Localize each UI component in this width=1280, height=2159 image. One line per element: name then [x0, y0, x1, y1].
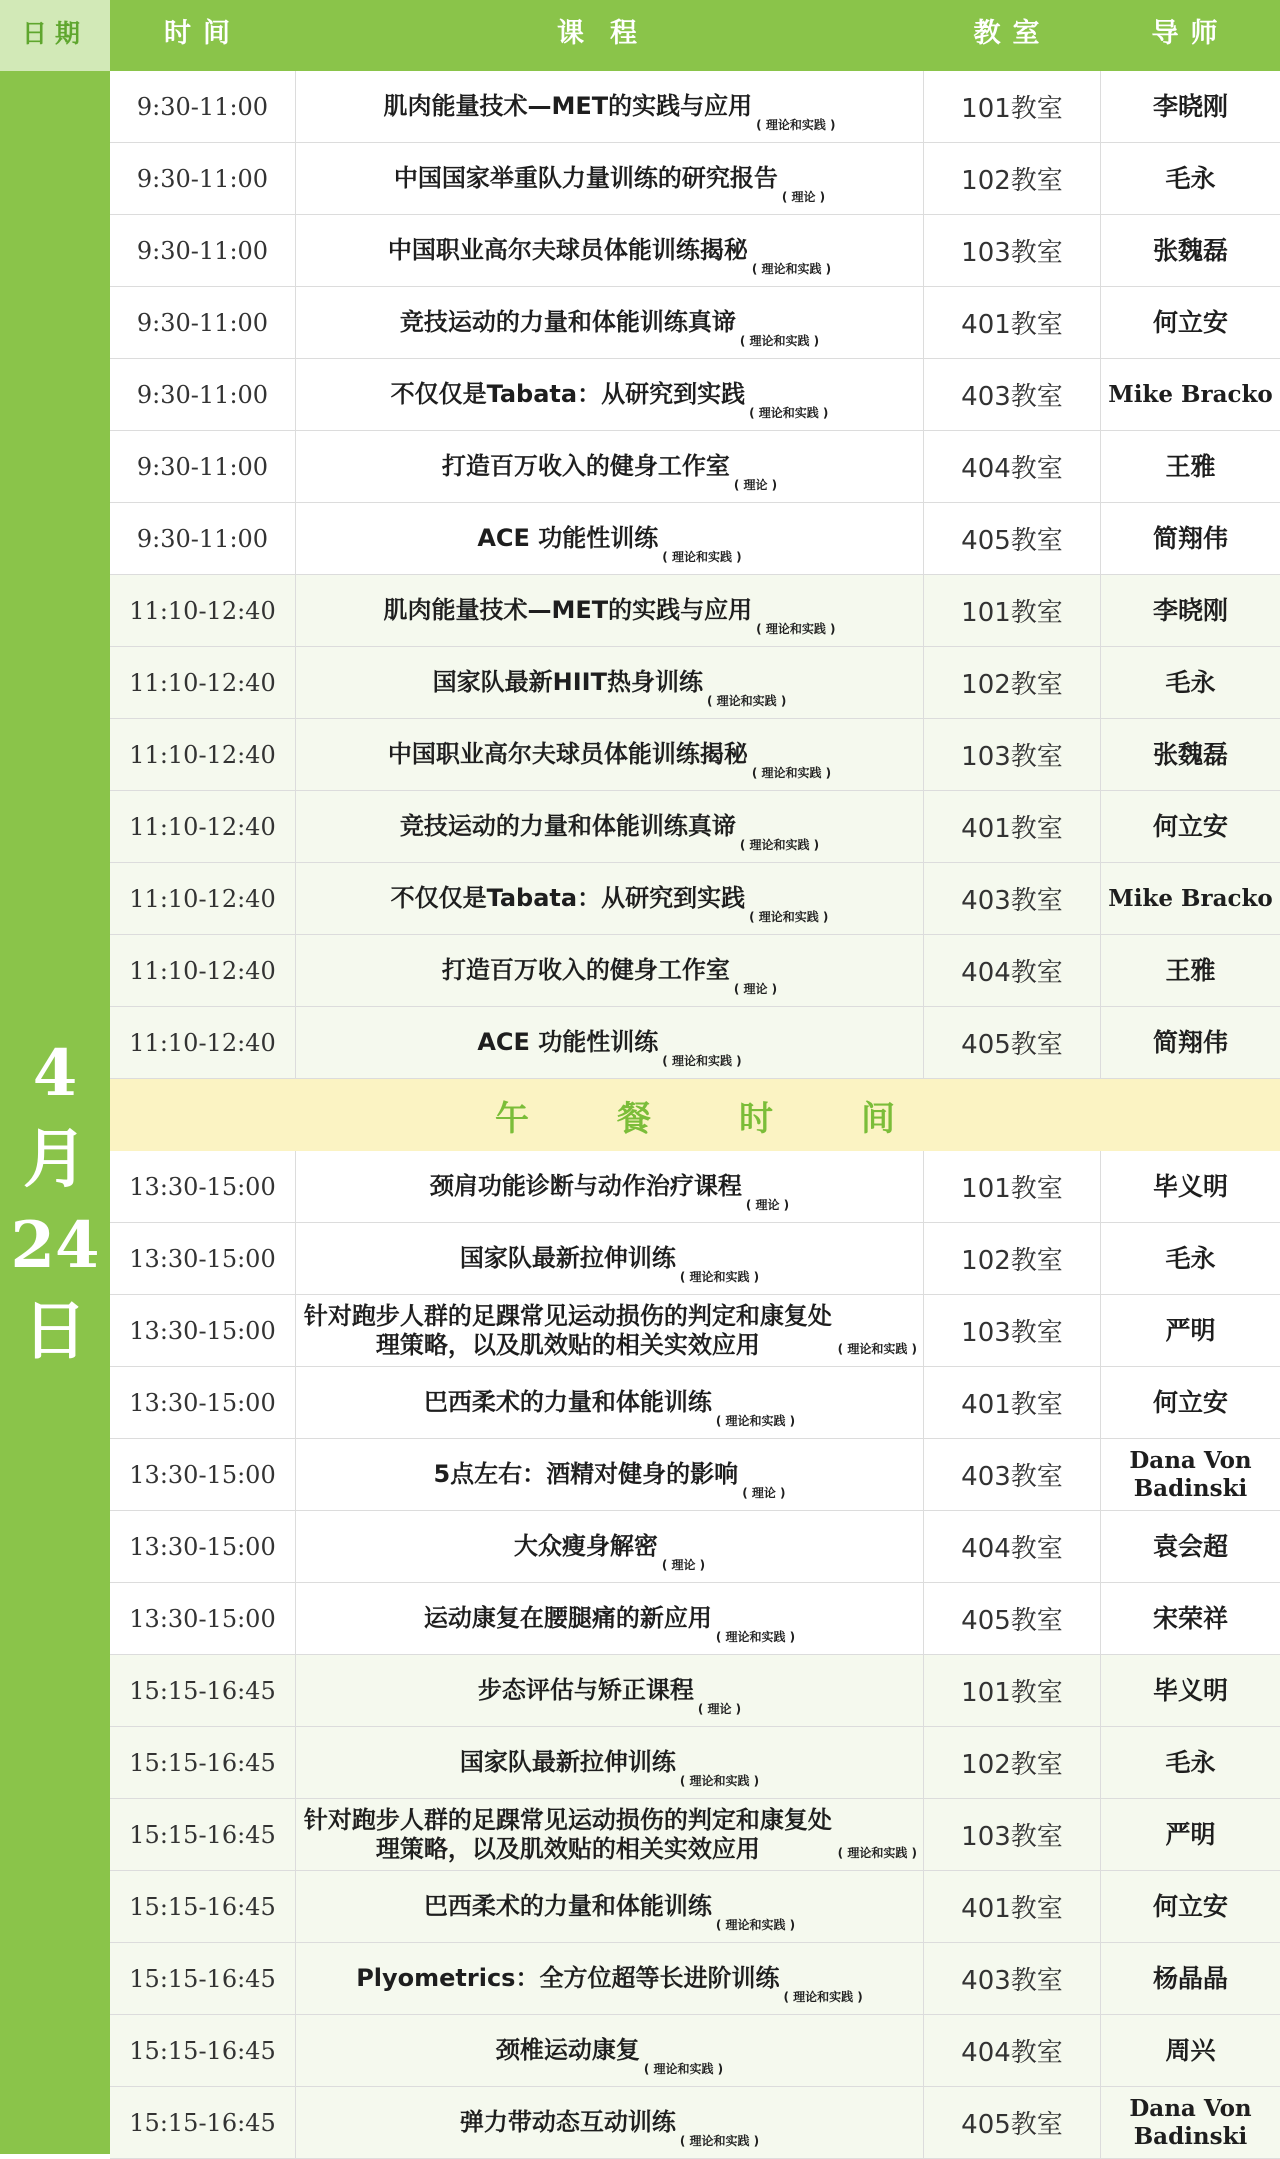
session-room: 405教室: [924, 1583, 1101, 1654]
date-day-char: 日: [23, 1294, 87, 1369]
date-column: [0, 71, 110, 2154]
session-row: [110, 1511, 1280, 1583]
session-teacher: 严明: [1165, 1315, 1216, 1345]
session-course-type: ( 理论和实践 ): [749, 406, 829, 420]
session-row: [110, 791, 1280, 863]
session-course-type: ( 理论和实践 ): [707, 694, 787, 708]
session-teacher: 李晓刚: [1152, 595, 1228, 625]
session-row: [110, 431, 1280, 503]
session-room: 401教室: [924, 287, 1101, 358]
session-row: [110, 1439, 1280, 1511]
session-course-title: 5点左右：酒精对健身的影响: [433, 1460, 739, 1488]
session-time: 15:15-16:45: [110, 1799, 296, 1870]
session-room: 404教室: [924, 1511, 1101, 1582]
session-course: [296, 647, 924, 718]
session-time: 13:30-15:00: [110, 1151, 296, 1222]
session-course: [296, 1871, 924, 1942]
session-row: [110, 143, 1280, 215]
header-row: [0, 0, 1280, 71]
header-date: 日期: [0, 0, 110, 71]
session-time: 9:30-11:00: [110, 287, 296, 358]
session-course-title: 肌肉能量技术—MET的实践与应用: [383, 596, 753, 624]
session-teacher: Dana Von Badinski: [1129, 2094, 1252, 2150]
session-course: [296, 215, 924, 286]
session-course-type: ( 理论和实践 ): [783, 1990, 863, 2004]
session-row: [110, 1295, 1280, 1367]
session-teacher: Mike Bracko: [1108, 884, 1273, 912]
session-course-title: 国家队最新拉伸训练: [459, 1748, 676, 1776]
session-course: [296, 287, 924, 358]
session-row: [110, 71, 1280, 143]
session-row: [110, 1943, 1280, 2015]
session-row: [110, 719, 1280, 791]
session-course-type: ( 理论和实践 ): [837, 1846, 917, 1860]
session-course-title: 肌肉能量技术—MET的实践与应用: [383, 92, 753, 120]
session-teacher: 毕义明: [1152, 1171, 1228, 1201]
session-time: 15:15-16:45: [110, 1871, 296, 1942]
session-room: 101教室: [924, 71, 1101, 142]
session-room: 401教室: [924, 1871, 1101, 1942]
session-time: 15:15-16:45: [110, 2087, 296, 2158]
session-time: 13:30-15:00: [110, 1439, 296, 1510]
session-room: 403教室: [924, 359, 1101, 430]
session-course-type: ( 理论和实践 ): [679, 2134, 760, 2148]
session-course-title: 中国国家举重队力量训练的研究报告: [393, 164, 778, 192]
session-teacher: 李晓刚: [1152, 91, 1228, 121]
session-time: 15:15-16:45: [110, 1727, 296, 1798]
date-day-number: 24: [10, 1208, 100, 1283]
session-teacher: 王雅: [1165, 451, 1216, 481]
session-row: [110, 935, 1280, 1007]
session-teacher: 杨晶晶: [1152, 1963, 1228, 1993]
session-course-type: ( 理论和实践 ): [749, 910, 829, 924]
session-time: 15:15-16:45: [110, 1943, 296, 2014]
session-course: [296, 1295, 924, 1366]
session-time: 9:30-11:00: [110, 503, 296, 574]
session-course-type: ( 理论和实践 ): [756, 118, 836, 132]
session-time: 11:10-12:40: [110, 791, 296, 862]
session-course-type: ( 理论和实践 ): [751, 766, 832, 780]
session-course-title: 竞技运动的力量和体能训练真谛: [399, 308, 736, 336]
session-course-type: ( 理论 ): [733, 982, 778, 996]
session-course-type: ( 理论和实践 ): [715, 1630, 796, 1644]
session-room: 103教室: [924, 215, 1101, 286]
session-room: 101教室: [924, 575, 1101, 646]
session-course-type: ( 理论和实践 ): [756, 622, 836, 636]
session-room: 404教室: [924, 431, 1101, 502]
session-time: 9:30-11:00: [110, 143, 296, 214]
session-course-type: ( 理论 ): [745, 1198, 790, 1212]
session-time: 11:10-12:40: [110, 935, 296, 1006]
session-course-title: 针对跑步人群的足踝常见运动损伤的判定和康复处理策略，以及肌效贴的相关实效应用: [303, 1805, 832, 1863]
session-course: [296, 1727, 924, 1798]
header-room: 教室: [973, 18, 1052, 49]
session-row: [110, 647, 1280, 719]
session-time: 13:30-15:00: [110, 1223, 296, 1294]
session-course-type: ( 理论和实践 ): [837, 1342, 917, 1356]
session-course-title: 运动康复在腰腿痛的新应用: [423, 1604, 712, 1632]
lunch-break-banner: 午餐时间: [110, 1079, 1280, 1151]
session-course-type: ( 理论和实践 ): [739, 838, 820, 852]
session-time: 13:30-15:00: [110, 1583, 296, 1654]
session-course: [296, 935, 924, 1006]
session-row: [110, 503, 1280, 575]
session-row: [110, 2087, 1280, 2159]
date-month-char: 月: [23, 1122, 87, 1197]
session-room: 102教室: [924, 1223, 1101, 1294]
session-course-title: 打造百万收入的健身工作室: [441, 452, 730, 480]
session-course: [296, 1367, 924, 1438]
session-room: 101教室: [924, 1151, 1101, 1222]
session-time: 9:30-11:00: [110, 71, 296, 142]
session-time: 11:10-12:40: [110, 1007, 296, 1078]
date-label: [0, 1031, 110, 1375]
session-course-title: 中国职业高尔夫球员体能训练揭秘: [387, 236, 748, 264]
session-course-title: 巴西柔术的力量和体能训练: [423, 1892, 712, 1920]
session-course-title: 竞技运动的力量和体能训练真谛: [399, 812, 736, 840]
session-row: [110, 1727, 1280, 1799]
session-row: [110, 1151, 1280, 1223]
session-room: 405教室: [924, 503, 1101, 574]
session-course-type: ( 理论和实践 ): [679, 1774, 760, 1788]
session-room: 404教室: [924, 2015, 1101, 2086]
session-teacher: 毛永: [1165, 1747, 1216, 1777]
session-course-type: ( 理论和实践 ): [662, 1054, 742, 1068]
session-course: [296, 1223, 924, 1294]
session-time: 11:10-12:40: [110, 575, 296, 646]
session-time: 11:10-12:40: [110, 863, 296, 934]
session-course-type: ( 理论 ): [661, 1558, 706, 1572]
session-course-title: 国家队最新拉伸训练: [459, 1244, 676, 1272]
session-room: 405教室: [924, 2087, 1101, 2158]
session-course-type: ( 理论 ): [733, 478, 778, 492]
session-course: [296, 791, 924, 862]
session-row: [110, 359, 1280, 431]
session-course-title: 颈椎运动康复: [495, 2036, 640, 2064]
session-teacher: 严明: [1165, 1819, 1216, 1849]
session-row: [110, 1367, 1280, 1439]
session-room: 401教室: [924, 791, 1101, 862]
session-course: [296, 1943, 924, 2014]
session-teacher: 毕义明: [1152, 1675, 1228, 1705]
session-row: [110, 1223, 1280, 1295]
session-course-type: ( 理论 ): [697, 1702, 742, 1716]
session-course-title: 巴西柔术的力量和体能训练: [423, 1388, 712, 1416]
session-course: [296, 503, 924, 574]
session-time: 13:30-15:00: [110, 1367, 296, 1438]
session-row: [110, 1799, 1280, 1871]
session-room: 404教室: [924, 935, 1101, 1006]
session-row: [110, 215, 1280, 287]
session-room: 403教室: [924, 1439, 1101, 1510]
session-teacher: 周兴: [1165, 2035, 1216, 2065]
session-row: [110, 863, 1280, 935]
session-course-title: 打造百万收入的健身工作室: [441, 956, 730, 984]
session-course: [296, 1655, 924, 1726]
session-course-type: ( 理论和实践 ): [739, 334, 820, 348]
session-teacher: 何立安: [1152, 1387, 1228, 1417]
session-teacher: Dana Von Badinski: [1129, 1446, 1252, 1502]
session-time: 11:10-12:40: [110, 719, 296, 790]
session-teacher: 简翔伟: [1152, 523, 1228, 553]
session-room: 401教室: [924, 1367, 1101, 1438]
session-time: 11:10-12:40: [110, 647, 296, 718]
session-teacher: 张魏磊: [1152, 739, 1228, 769]
session-course-title: 国家队最新HIIT热身训练: [432, 668, 703, 696]
session-course-title: ACE 功能性训练: [477, 524, 659, 552]
session-course: [296, 2015, 924, 2086]
session-course-type: ( 理论和实践 ): [715, 1918, 796, 1932]
session-course: [296, 719, 924, 790]
session-course: [296, 863, 924, 934]
session-teacher: 何立安: [1152, 307, 1228, 337]
session-row: [110, 1871, 1280, 1943]
session-course-title: 不仅仅是Tabata：从研究到实践: [390, 380, 746, 408]
session-teacher: 何立安: [1152, 811, 1228, 841]
session-row: [110, 2015, 1280, 2087]
session-time: 15:15-16:45: [110, 1655, 296, 1726]
session-room: 403教室: [924, 863, 1101, 934]
session-room: 103教室: [924, 1295, 1101, 1366]
header-time: 时间: [164, 18, 242, 49]
session-course-title: Plyometrics：全方位超等长进阶训练: [356, 1964, 780, 1992]
session-row: [110, 287, 1280, 359]
session-teacher: 毛永: [1165, 1243, 1216, 1273]
session-room: 103教室: [924, 719, 1101, 790]
session-course: [296, 1151, 924, 1222]
session-teacher: 简翔伟: [1152, 1027, 1228, 1057]
session-time: 13:30-15:00: [110, 1511, 296, 1582]
session-course: [296, 71, 924, 142]
session-time: 13:30-15:00: [110, 1295, 296, 1366]
session-course-type: ( 理论和实践 ): [643, 2062, 724, 2076]
session-room: 102教室: [924, 647, 1101, 718]
session-row: [110, 1655, 1280, 1727]
session-teacher: 袁会超: [1152, 1531, 1228, 1561]
session-course: [296, 1007, 924, 1078]
session-time: 9:30-11:00: [110, 431, 296, 502]
session-teacher: 毛永: [1165, 667, 1216, 697]
session-teacher: Mike Bracko: [1108, 380, 1273, 408]
session-teacher: 宋荣祥: [1152, 1603, 1228, 1633]
session-course: [296, 1583, 924, 1654]
session-teacher: 王雅: [1165, 955, 1216, 985]
session-course-title: 不仅仅是Tabata：从研究到实践: [390, 884, 746, 912]
session-course-title: 针对跑步人群的足踝常见运动损伤的判定和康复处理策略，以及肌效贴的相关实效应用: [303, 1301, 832, 1359]
session-course: [296, 143, 924, 214]
session-course-type: ( 理论和实践 ): [662, 550, 742, 564]
session-course: [296, 359, 924, 430]
session-teacher: 张魏磊: [1152, 235, 1228, 265]
session-course: [296, 2087, 924, 2158]
session-course-type: ( 理论和实践 ): [715, 1414, 796, 1428]
session-course: [296, 1511, 924, 1582]
session-course-type: ( 理论和实践 ): [679, 1270, 760, 1284]
session-course: [296, 1799, 924, 1870]
session-room: 403教室: [924, 1943, 1101, 2014]
session-teacher: 何立安: [1152, 1891, 1228, 1921]
session-row: [110, 1583, 1280, 1655]
session-course-type: ( 理论 ): [742, 1486, 786, 1500]
session-room: 102教室: [924, 143, 1101, 214]
session-course-title: 颈肩功能诊断与动作治疗课程: [429, 1172, 742, 1200]
session-course-type: ( 理论和实践 ): [751, 262, 832, 276]
header-teacher: 导师: [1151, 18, 1230, 49]
session-room: 405教室: [924, 1007, 1101, 1078]
session-room: 103教室: [924, 1799, 1101, 1870]
session-course-title: ACE 功能性训练: [477, 1028, 659, 1056]
header-course: 课程: [557, 18, 663, 49]
session-course: [296, 1439, 924, 1510]
session-row: [110, 1007, 1280, 1079]
session-row: [110, 575, 1280, 647]
session-course-title: 步态评估与矫正课程: [477, 1676, 694, 1704]
session-room: 102教室: [924, 1727, 1101, 1798]
session-course-title: 中国职业高尔夫球员体能训练揭秘: [387, 740, 748, 768]
session-room: 101教室: [924, 1655, 1101, 1726]
session-course-type: ( 理论 ): [781, 190, 826, 204]
session-course: [296, 431, 924, 502]
session-time: 9:30-11:00: [110, 215, 296, 286]
date-month-number: 4: [32, 1036, 78, 1111]
session-course-title: 大众瘦身解密: [513, 1532, 658, 1560]
session-time: 15:15-16:45: [110, 2015, 296, 2086]
session-time: 9:30-11:00: [110, 359, 296, 430]
session-course-title: 弹力带动态互动训练: [459, 2108, 676, 2136]
session-course: [296, 575, 924, 646]
session-teacher: 毛永: [1165, 163, 1216, 193]
